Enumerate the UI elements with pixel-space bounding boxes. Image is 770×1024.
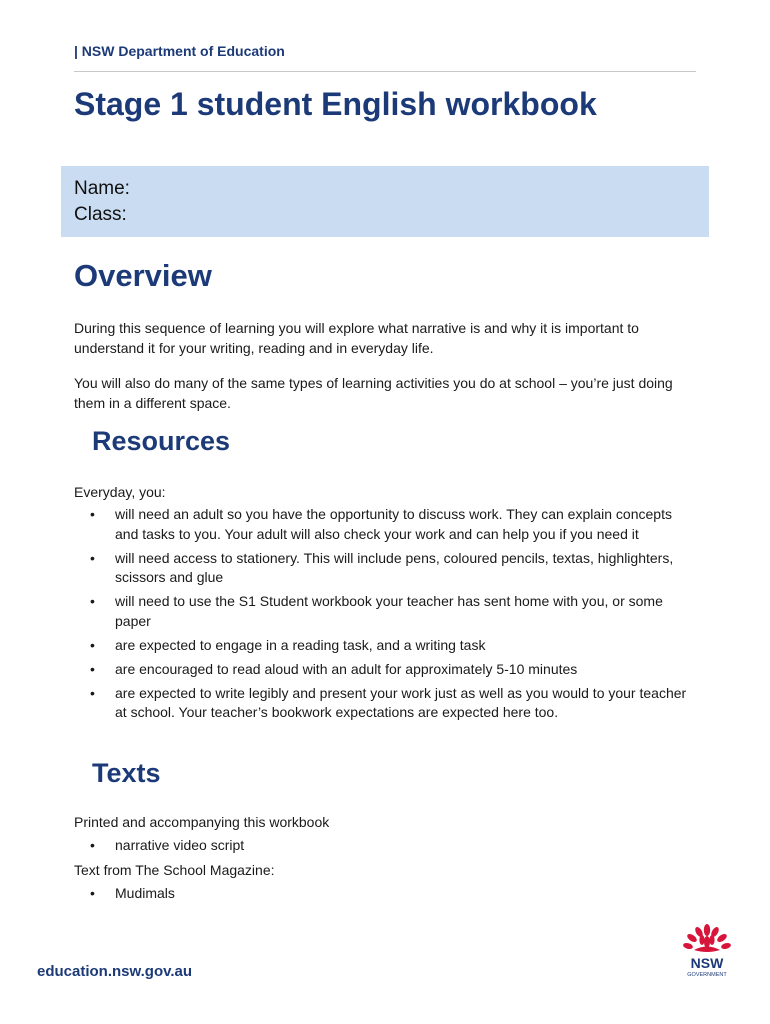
logo-wordmark: NSW: [690, 955, 724, 971]
printed-texts-list: [74, 836, 694, 860]
printed-texts-intro: Printed and accompanying this workbook: [74, 814, 330, 830]
overview-heading: Overview: [74, 258, 212, 293]
resources-heading: Resources: [92, 426, 231, 456]
list-item: • will need an adult so you have the opportunity to discuss work. They can explain concepts and tasks to you. Your adult will also check your work and can help you if you need it: [74, 505, 694, 544]
class-label: Class:: [74, 204, 127, 225]
name-label: Name:: [74, 178, 130, 199]
texts-heading: Texts: [92, 758, 161, 788]
list-item: • Mudimals: [74, 884, 694, 904]
resources-list: [74, 505, 694, 727]
department-header: | NSW Department of Education: [74, 43, 285, 59]
waratah-icon: [682, 924, 731, 952]
list-item: • are encouraged to read aloud with an adult for approximately 5-10 minutes: [74, 660, 694, 680]
footer-website-link[interactable]: education.nsw.gov.au: [37, 963, 193, 980]
list-item: • will need to use the S1 Student workbook your teacher has sent home with you, or some paper: [74, 592, 694, 631]
list-item: • will need access to stationery. This will include pens, coloured pencils, textas, highlighters, scissors and glue: [74, 549, 694, 588]
nsw-government-logo: [678, 924, 736, 980]
logo-subtext: GOVERNMENT: [687, 972, 727, 978]
name-class-box: [61, 166, 709, 237]
list-item: • are expected to engage in a reading task, and a writing task: [74, 636, 694, 656]
overview-paragraph-1: During this sequence of learning you will explore what narrative is and why it is important to understand it for your writing, reading and in everyday life.: [74, 320, 639, 356]
overview-paragraph-2: You will also do many of the same types of learning activities you do at school – you’re just doing them in a different space.: [74, 375, 673, 411]
list-item: • narrative video script: [74, 836, 694, 856]
resources-intro: Everyday, you:: [74, 484, 166, 500]
magazine-texts-list: [74, 884, 694, 908]
list-item: • are expected to write legibly and present your work just as well as you would to your teacher at school. Your teacher’s bookwork expectations are expected here too.: [74, 684, 694, 723]
magazine-texts-intro: Text from The School Magazine:: [74, 862, 275, 878]
page-title: Stage 1 student English workbook: [74, 86, 597, 122]
header-divider: [74, 71, 696, 72]
